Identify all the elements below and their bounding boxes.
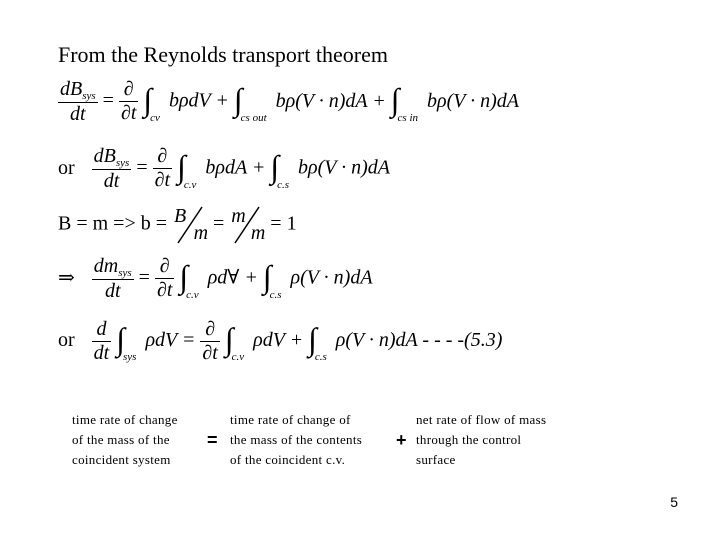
note-plus-sign: + bbox=[396, 430, 407, 450]
note-net-flow: net rate of flow of mass through the control surface bbox=[416, 412, 547, 467]
eq5-partial-fraction: $\frac{\partial}{\partial t}$ bbox=[202, 318, 218, 364]
equation-1: $\frac{dB_{sys}}{dt}$ = $\frac{\partial}{\partial t}$ $\int_{cv}$ $b\rho dV + \int_{cs out}$ $b\rho(V \cdot n)dA + \int_{cs in}$ bρ(V · n)dA bbox=[60, 78, 520, 125]
page-number: 5 bbox=[670, 494, 678, 510]
integral-sign-icon: ∫ bbox=[390, 81, 400, 118]
integral-sign-icon: ∫ bbox=[308, 320, 317, 357]
equation-2: or $\frac{dB_{sys}}{dt}$ = $\frac{\partial}{\partial t}$ $\int_{c.v}$ $b\rho dA + \int_{c.s}$ bρ(V · n)dA bbox=[58, 145, 390, 192]
integral-sign-icon: ∫ bbox=[116, 320, 125, 357]
integral-sign-icon: ∫ bbox=[262, 258, 272, 295]
eq4-partial-fraction: $\frac{\partial}{\partial t}$ bbox=[156, 255, 173, 302]
integral-sign-icon: ∫ bbox=[224, 320, 234, 357]
integral-sign-icon: ∫ bbox=[233, 81, 243, 118]
integral-sign-icon: ∫ bbox=[143, 81, 153, 118]
equation-4: ⇒ $\frac{dm_{sys}}{dt}$ = $\frac{\partial}{\partial t}$ $\int_{c.v}$ ρd∀ + $\int_{c.s}$ ρ(V · n)dA bbox=[58, 255, 373, 302]
slide-title: From the Reynolds transport theorem bbox=[58, 42, 388, 67]
eq2-partial-fraction: $\frac{\partial}{\partial t}$ bbox=[154, 145, 171, 192]
integral-sign-icon: ∫ bbox=[177, 148, 186, 185]
note-cv-rate: time rate of change of the mass of the contents of the coincident c.v. bbox=[230, 412, 363, 467]
equation-3: B = m => b = B m = m m = 1 bbox=[58, 205, 297, 244]
eq3-slash-fraction-2: m m bbox=[231, 205, 266, 244]
eq4-lhs-fraction: $\frac{dm_{sys}}{dt}$ bbox=[93, 255, 132, 302]
note-equals-sign: = bbox=[207, 430, 218, 450]
note-system-rate: time rate of change of the mass of the coincident system bbox=[72, 412, 178, 467]
implies-arrow-icon: ⇒ bbox=[58, 266, 75, 289]
eq1-partial-fraction: $\frac{\partial}{\partial t}$ bbox=[120, 78, 137, 125]
eq2-lhs-fraction: $\frac{dB_{sys}}{dt}$ bbox=[93, 145, 130, 192]
integral-sign-icon: ∫ bbox=[270, 148, 280, 185]
eq3-slash-fraction-1: B m bbox=[174, 205, 209, 244]
equation-5: or $\frac{d}{dt}$ $\int_{sys}$ ρdV = $\frac{\partial}{\partial t}$ $\int_{c.v}$ $\rho dV + \int_{c.s}$ ρ(V · n)dA - - - -(5.3) bbox=[58, 318, 503, 364]
integral-sign-icon: ∫ bbox=[179, 258, 189, 295]
eq1-lhs-fraction: $\frac{dB_{sys}}{dt}$ bbox=[60, 78, 96, 125]
eq5-d-dt-fraction: $\frac{d}{dt}$ bbox=[93, 318, 110, 364]
